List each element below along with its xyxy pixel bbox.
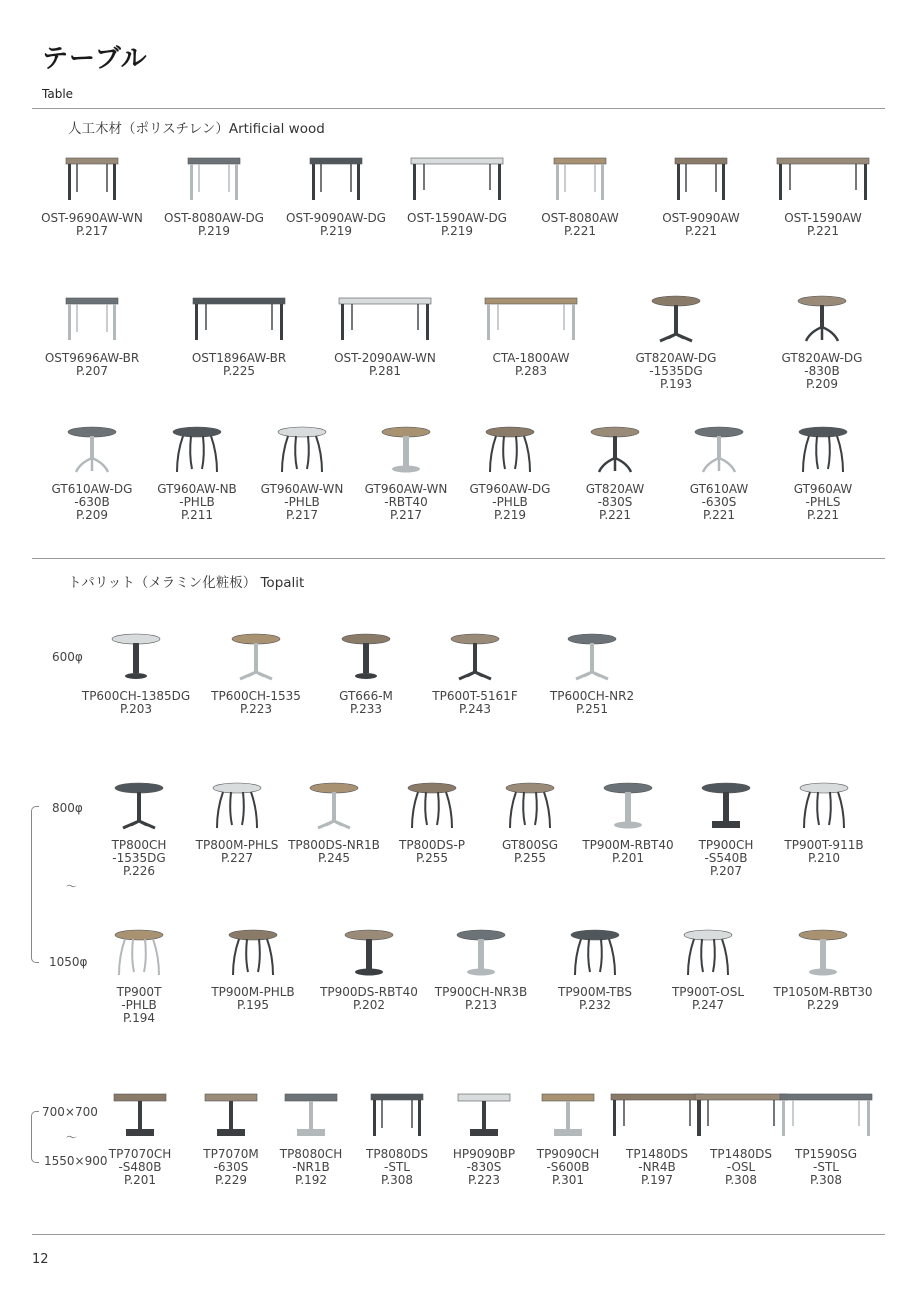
product-item bbox=[346, 423, 466, 522]
product-code: -S480B bbox=[118, 1160, 162, 1174]
product-code: GT820AW bbox=[585, 482, 645, 496]
product-page-ref: P.251 bbox=[575, 702, 609, 716]
product-code: OST-1590AW-DG bbox=[407, 211, 507, 225]
rectangular-table-icon bbox=[397, 152, 517, 208]
size-label-700: 700×700 bbox=[42, 1105, 98, 1119]
product-item bbox=[154, 152, 274, 238]
product-item bbox=[79, 926, 199, 1025]
product-page-ref: P.229 bbox=[806, 998, 840, 1012]
product-code: -830S bbox=[597, 495, 633, 509]
product-item bbox=[535, 926, 655, 1012]
product-code: TP900M-TBS bbox=[557, 985, 633, 999]
size-bracket-800-1050 bbox=[31, 806, 39, 963]
product-code: -RBT40 bbox=[384, 495, 428, 509]
product-item bbox=[763, 423, 883, 522]
product-code: TP8080CH bbox=[279, 1147, 343, 1161]
round-four-leg-table-icon bbox=[763, 423, 883, 479]
section-heading-artificial-wood: 人工木材（ポリスチレン）Artificial wood bbox=[68, 121, 325, 137]
product-page-ref: P.201 bbox=[123, 1173, 157, 1187]
round-cross-base-table-icon bbox=[196, 630, 316, 686]
product-page-ref: P.221 bbox=[702, 508, 736, 522]
product-code: -PHLB bbox=[284, 495, 320, 509]
product-item bbox=[306, 630, 426, 716]
product-code: -630S bbox=[213, 1160, 249, 1174]
product-item bbox=[137, 423, 257, 522]
product-item bbox=[421, 926, 541, 1012]
product-item bbox=[471, 292, 591, 378]
product-page-ref: P.308 bbox=[380, 1173, 414, 1187]
product-page-ref: P.221 bbox=[806, 224, 840, 238]
product-code: OST-9090AW bbox=[662, 211, 740, 225]
product-code: TP900DS-RBT40 bbox=[320, 985, 418, 999]
page-subtitle: Table bbox=[42, 87, 74, 101]
rectangular-table-icon bbox=[325, 292, 445, 348]
product-page-ref: P.217 bbox=[75, 224, 109, 238]
product-item bbox=[76, 630, 196, 716]
round-disc-base-table-icon bbox=[346, 423, 466, 479]
round-cross-base-table-icon bbox=[415, 630, 535, 686]
product-page-ref: P.229 bbox=[214, 1173, 248, 1187]
product-item bbox=[764, 779, 884, 865]
product-code: TP9090CH bbox=[536, 1147, 600, 1161]
product-page-ref: P.223 bbox=[239, 702, 273, 716]
product-code: TP800DS-NR1B bbox=[288, 838, 380, 852]
product-code: OST9696AW-BR bbox=[44, 351, 140, 365]
product-page-ref: P.255 bbox=[513, 851, 547, 865]
product-item bbox=[659, 423, 779, 522]
product-code: GT960AW-WN bbox=[364, 482, 448, 496]
square-table-icon bbox=[641, 152, 761, 208]
product-code: OST-2090AW-WN bbox=[334, 351, 436, 365]
product-item bbox=[415, 630, 535, 716]
product-page-ref: P.283 bbox=[514, 364, 548, 378]
round-pedestal-table-icon bbox=[76, 630, 196, 686]
round-cross-base-table-icon bbox=[532, 630, 652, 686]
round-four-leg-table-icon bbox=[242, 423, 362, 479]
page-number: 12 bbox=[32, 1252, 49, 1267]
size-label-1550: 1550×900 bbox=[44, 1154, 108, 1168]
product-code: -S600B bbox=[546, 1160, 590, 1174]
product-page-ref: P.247 bbox=[691, 998, 725, 1012]
product-code: TP900T-911B bbox=[784, 838, 864, 852]
product-code: OST1896AW-BR bbox=[191, 351, 287, 365]
round-four-leg-table-icon bbox=[79, 926, 199, 982]
product-item bbox=[276, 152, 396, 238]
product-page-ref: P.308 bbox=[809, 1173, 843, 1187]
product-code: TP7070M bbox=[203, 1147, 259, 1161]
product-code: OST-1590AW bbox=[784, 211, 862, 225]
product-page-ref: P.233 bbox=[349, 702, 383, 716]
footer-divider bbox=[32, 1234, 885, 1235]
product-item bbox=[196, 630, 316, 716]
product-item bbox=[641, 152, 761, 238]
product-page-ref: P.211 bbox=[180, 508, 214, 522]
round-cross-base-table-icon bbox=[616, 292, 736, 348]
product-item bbox=[32, 292, 152, 378]
product-page-ref: P.210 bbox=[807, 851, 841, 865]
product-code: TP7070CH bbox=[108, 1147, 172, 1161]
page-title: テーブル bbox=[42, 44, 148, 74]
product-item bbox=[532, 630, 652, 716]
product-code: TP900M-RBT40 bbox=[582, 838, 674, 852]
product-code: TP800M-PHLS bbox=[195, 838, 279, 852]
product-code: GT820AW-DG bbox=[781, 351, 863, 365]
product-item bbox=[325, 292, 445, 378]
square-table-icon bbox=[32, 292, 152, 348]
product-page-ref: P.255 bbox=[415, 851, 449, 865]
product-code: GT960AW-NB bbox=[157, 482, 237, 496]
square-table-icon bbox=[520, 152, 640, 208]
header-divider bbox=[32, 108, 885, 109]
product-page-ref: P.219 bbox=[493, 508, 527, 522]
product-code: TP1590SG bbox=[794, 1147, 858, 1161]
product-code: GT800SG bbox=[501, 838, 559, 852]
product-code: -830B bbox=[804, 364, 840, 378]
product-item bbox=[179, 292, 299, 378]
round-four-leg-table-icon bbox=[764, 779, 884, 835]
product-code: -630B bbox=[74, 495, 110, 509]
product-item bbox=[193, 926, 313, 1012]
product-code: GT666-M bbox=[339, 689, 393, 703]
product-code: -830S bbox=[466, 1160, 502, 1174]
product-code: TP900CH-NR3B bbox=[434, 985, 528, 999]
product-page-ref: P.221 bbox=[563, 224, 597, 238]
product-code: GT820AW-DG bbox=[635, 351, 717, 365]
product-code: OST-9090AW-DG bbox=[286, 211, 386, 225]
product-page-ref: P.192 bbox=[294, 1173, 328, 1187]
product-code: GT610AW bbox=[689, 482, 749, 496]
product-code: TP800CH bbox=[111, 838, 167, 852]
product-code: GT960AW-DG bbox=[469, 482, 551, 496]
product-page-ref: P.202 bbox=[352, 998, 386, 1012]
product-page-ref: P.193 bbox=[659, 377, 693, 391]
product-page-ref: P.221 bbox=[684, 224, 718, 238]
product-page-ref: P.217 bbox=[389, 508, 423, 522]
product-page-ref: P.219 bbox=[319, 224, 353, 238]
product-item bbox=[242, 423, 362, 522]
product-code: -1535DG bbox=[112, 851, 166, 865]
product-code: TP600CH-1535 bbox=[211, 689, 301, 703]
product-code: -OSL bbox=[726, 1160, 756, 1174]
product-page-ref: P.308 bbox=[724, 1173, 758, 1187]
rectangular-table-icon bbox=[471, 292, 591, 348]
size-range-tilde: 〜 bbox=[66, 880, 77, 893]
product-page-ref: P.201 bbox=[611, 851, 645, 865]
rectangular-table-icon bbox=[179, 292, 299, 348]
product-page-ref: P.209 bbox=[75, 508, 109, 522]
product-code: TP1050M-RBT30 bbox=[773, 985, 873, 999]
product-code: OST-9690AW-WN bbox=[41, 211, 143, 225]
product-page-ref: P.195 bbox=[236, 998, 270, 1012]
product-page-ref: P.223 bbox=[467, 1173, 501, 1187]
product-code: TP900T-OSL bbox=[671, 985, 745, 999]
product-page-ref: P.219 bbox=[440, 224, 474, 238]
product-item bbox=[763, 926, 883, 1012]
product-code: -PHLB bbox=[179, 495, 215, 509]
product-code: TP600CH-NR2 bbox=[549, 689, 635, 703]
product-page-ref: P.207 bbox=[709, 864, 743, 878]
round-spider-base-table-icon bbox=[659, 423, 779, 479]
product-code: TP1480DS bbox=[626, 1147, 688, 1161]
product-item bbox=[32, 423, 152, 522]
round-four-leg-table-icon bbox=[137, 423, 257, 479]
size-label-600: 600φ bbox=[52, 650, 83, 664]
product-item bbox=[766, 1088, 886, 1187]
product-page-ref: P.226 bbox=[122, 864, 156, 878]
size-range-tilde-2: 〜 bbox=[66, 1131, 77, 1144]
round-four-leg-table-icon bbox=[193, 926, 313, 982]
product-code: -NR1B bbox=[292, 1160, 330, 1174]
size-bracket-700-1550 bbox=[31, 1111, 39, 1163]
rectangular-table-icon bbox=[766, 1088, 886, 1144]
product-page-ref: P.194 bbox=[122, 1011, 156, 1025]
size-label-1050: 1050φ bbox=[49, 955, 88, 969]
section-heading-topalit: トパリット（メラミン化粧板） Topalit bbox=[68, 575, 305, 591]
round-spider-base-table-icon bbox=[762, 292, 882, 348]
product-page-ref: P.221 bbox=[598, 508, 632, 522]
round-four-leg-table-icon bbox=[450, 423, 570, 479]
product-item bbox=[32, 152, 152, 238]
product-page-ref: P.203 bbox=[119, 702, 153, 716]
product-code: -PHLB bbox=[121, 998, 157, 1012]
product-code: CTA-1800AW bbox=[492, 351, 570, 365]
product-page-ref: P.217 bbox=[285, 508, 319, 522]
size-label-800: 800φ bbox=[52, 801, 83, 815]
product-item bbox=[450, 423, 570, 522]
product-item bbox=[648, 926, 768, 1012]
product-code: TP900CH bbox=[698, 838, 754, 852]
product-page-ref: P.213 bbox=[464, 998, 498, 1012]
product-code: TP900M-PHLB bbox=[211, 985, 295, 999]
rectangular-table-icon bbox=[763, 152, 883, 208]
product-item bbox=[616, 292, 736, 391]
product-code: TP900T bbox=[116, 985, 162, 999]
product-code: TP1480DS bbox=[710, 1147, 772, 1161]
product-code: GT960AW-WN bbox=[260, 482, 344, 496]
product-code: -PHLS bbox=[805, 495, 841, 509]
round-four-leg-table-icon bbox=[648, 926, 768, 982]
product-item bbox=[555, 423, 675, 522]
round-four-leg-table-icon bbox=[535, 926, 655, 982]
product-page-ref: P.209 bbox=[805, 377, 839, 391]
square-table-icon bbox=[276, 152, 396, 208]
product-code: GT960AW bbox=[793, 482, 853, 496]
product-page-ref: P.281 bbox=[368, 364, 402, 378]
product-code: TP600T-5161F bbox=[432, 689, 518, 703]
product-item bbox=[762, 292, 882, 391]
product-code: -STL bbox=[813, 1160, 839, 1174]
product-code: -PHLB bbox=[492, 495, 528, 509]
product-page-ref: P.221 bbox=[806, 508, 840, 522]
product-page-ref: P.197 bbox=[640, 1173, 674, 1187]
product-item bbox=[397, 152, 517, 238]
product-code: OST-8080AW bbox=[541, 211, 619, 225]
product-code: -NR4B bbox=[638, 1160, 676, 1174]
product-code: OST-8080AW-DG bbox=[164, 211, 264, 225]
product-page-ref: P.225 bbox=[222, 364, 256, 378]
product-page-ref: P.219 bbox=[197, 224, 231, 238]
product-item bbox=[520, 152, 640, 238]
product-code: TP600CH-1385DG bbox=[81, 689, 191, 703]
product-page-ref: P.243 bbox=[458, 702, 492, 716]
product-page-ref: P.245 bbox=[317, 851, 351, 865]
product-code: -1535DG bbox=[649, 364, 703, 378]
product-code: TP8080DS bbox=[366, 1147, 428, 1161]
product-code: -630S bbox=[701, 495, 737, 509]
product-item bbox=[763, 152, 883, 238]
round-disc-base-table-icon bbox=[309, 926, 429, 982]
round-disc-base-table-icon bbox=[421, 926, 541, 982]
round-spider-base-table-icon bbox=[555, 423, 675, 479]
product-code: GT610AW-DG bbox=[51, 482, 133, 496]
square-table-icon bbox=[154, 152, 274, 208]
product-item bbox=[309, 926, 429, 1012]
product-page-ref: P.232 bbox=[578, 998, 612, 1012]
product-code: -S540B bbox=[704, 851, 748, 865]
product-code: HP9090BP bbox=[452, 1147, 516, 1161]
product-page-ref: P.227 bbox=[220, 851, 254, 865]
round-spider-base-table-icon bbox=[32, 423, 152, 479]
product-code: -STL bbox=[384, 1160, 410, 1174]
round-pedestal-table-icon bbox=[306, 630, 426, 686]
product-page-ref: P.301 bbox=[551, 1173, 585, 1187]
square-table-icon bbox=[32, 152, 152, 208]
product-code: TP800DS-P bbox=[399, 838, 465, 852]
product-page-ref: P.207 bbox=[75, 364, 109, 378]
round-disc-base-table-icon bbox=[763, 926, 883, 982]
section-divider bbox=[32, 558, 885, 559]
